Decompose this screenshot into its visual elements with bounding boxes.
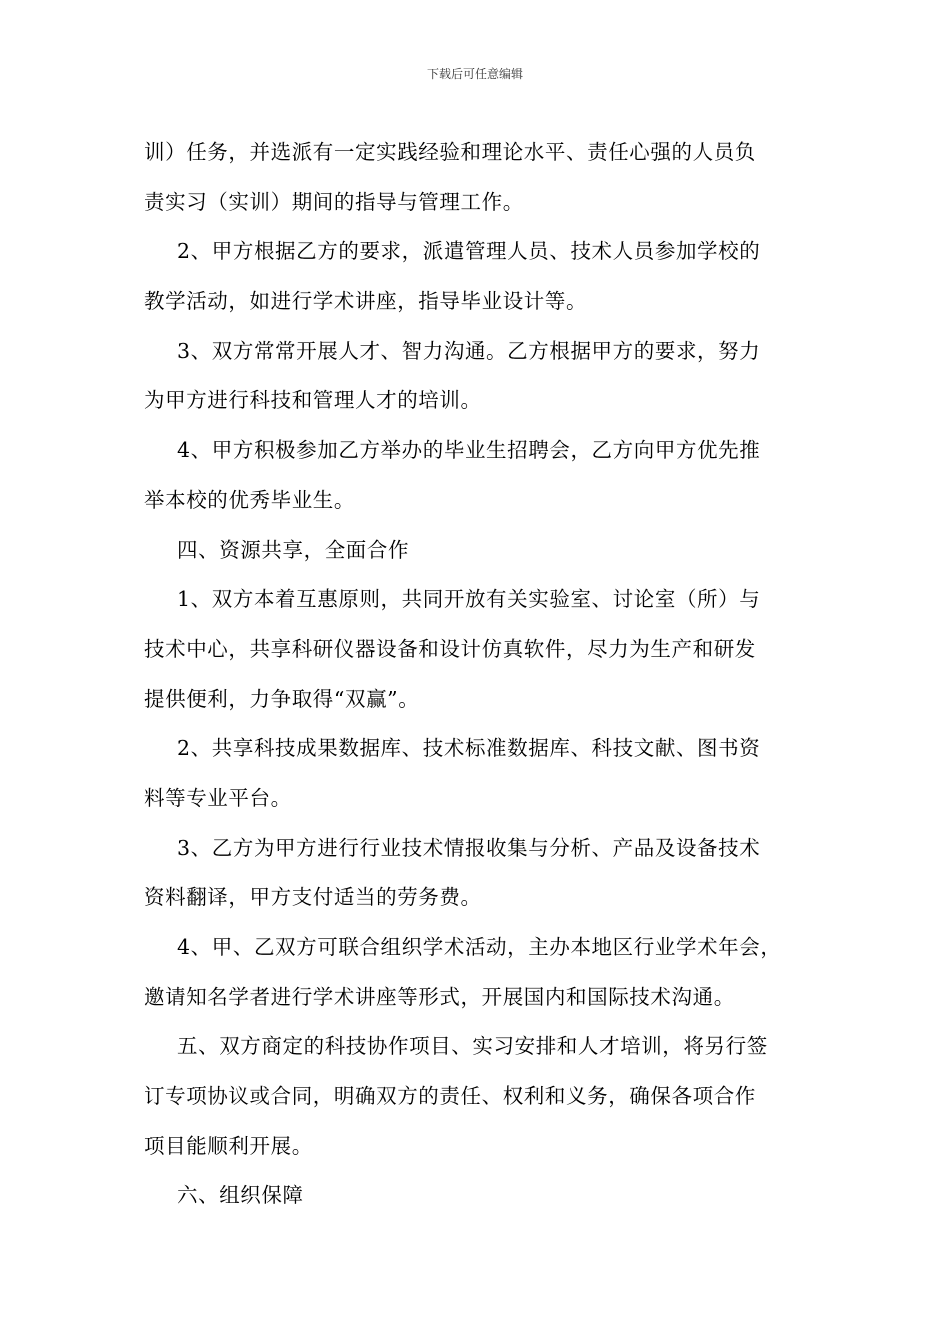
section-heading: 六、组织保障: [177, 1183, 304, 1208]
text-line: 提供便利，力争取得“双赢”。: [144, 686, 420, 711]
text-line: 3、双方常常开展人才、智力沟通。乙方根据甲方的要求，努力: [177, 338, 761, 363]
text-line: 五、双方商定的科技协作项目、实习安排和人才培训，将另行签: [177, 1034, 768, 1059]
text-line: 项目能顺利开展。: [144, 1133, 313, 1158]
text-line: 料等专业平台。: [144, 785, 292, 810]
document-body: [144, 128, 808, 1221]
text-line: 责实习（实训）期间的指导与管理工作。: [144, 189, 524, 214]
text-line: 2、共享科技成果数据库、技术标准数据库、科技文献、图书资: [177, 736, 761, 761]
text-line: 教学活动，如进行学术讲座，指导毕业设计等。: [144, 289, 588, 314]
section-heading: 四、资源共享，全面合作: [177, 537, 410, 562]
text-line: 2、甲方根据乙方的要求，派遣管理人员、技术人员参加学校的: [177, 239, 761, 264]
text-line: 技术中心，共享科研仪器设备和设计仿真软件，尽力为生产和研发: [144, 636, 756, 661]
text-line: 资料翻译，甲方支付适当的劳务费。: [144, 885, 482, 910]
text-line: 4、甲、乙双方可联合组织学术活动，主办本地区行业学术年会，: [177, 935, 782, 959]
page-header-note: 下载后可任意编辑: [426, 67, 523, 81]
text-line: 为甲方进行科技和管理人才的培训。: [144, 388, 482, 413]
text-line: 3、乙方为甲方进行行业技术情报收集与分析、产品及设备技术: [177, 835, 761, 860]
text-line: 1、双方本着互惠原则，共同开放有关实验室、讨论室（所）与: [177, 587, 761, 612]
text-line: 举本校的优秀毕业生。: [144, 487, 355, 512]
text-line: 邀请知名学者进行学术讲座等形式，开展国内和国际技术沟通。: [144, 984, 735, 1009]
text-line: 4、甲方积极参加乙方举办的毕业生招聘会，乙方向甲方优先推: [177, 438, 761, 463]
text-line: 订专项协议或合同，明确双方的责任、权利和义务，确保各项合作: [144, 1084, 756, 1109]
text-line: 训）任务，并选派有一定实践经验和理论水平、责任心强的人员负: [144, 140, 756, 164]
